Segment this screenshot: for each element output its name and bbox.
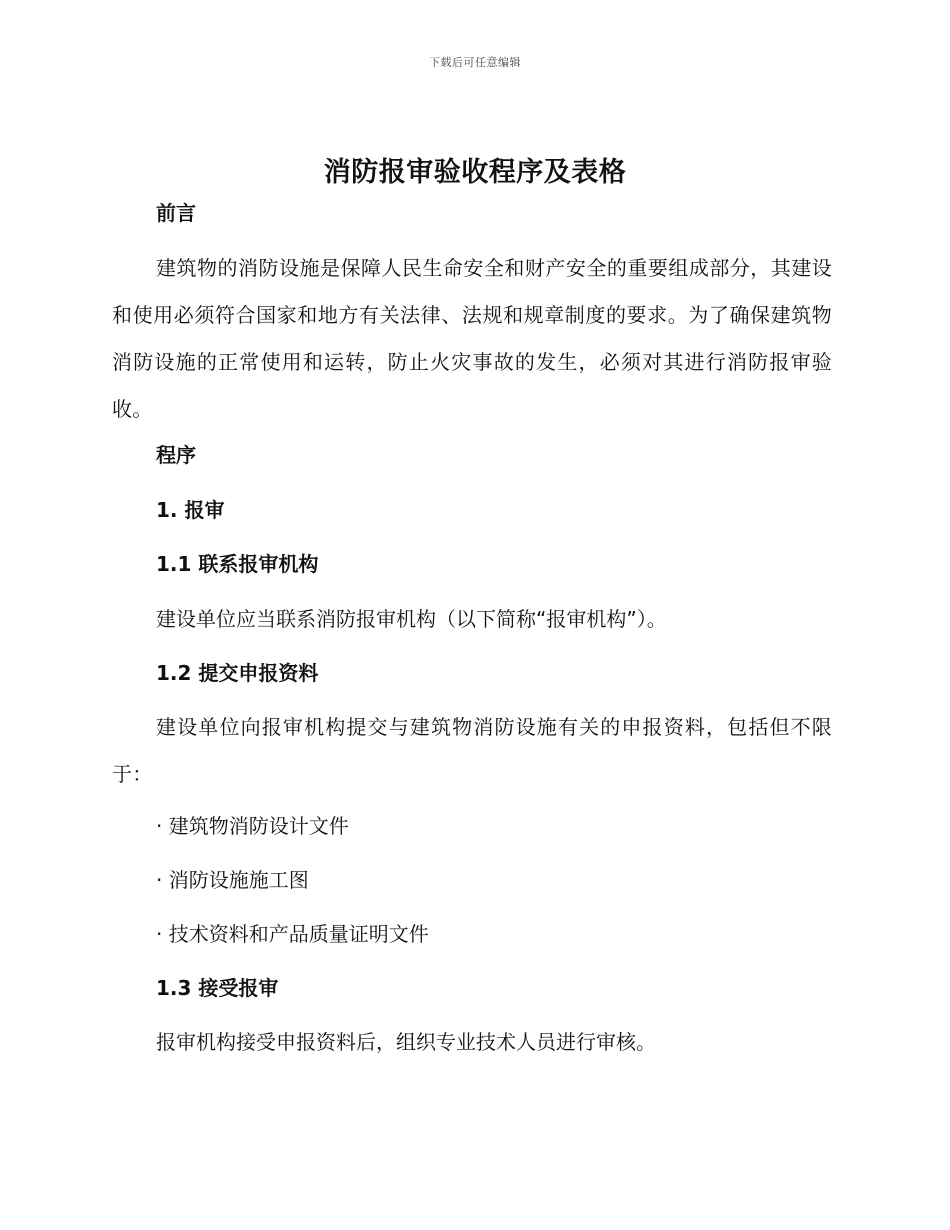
list-item: · 技术资料和产品质量证明文件 (156, 922, 429, 946)
procedure-heading: 程序 (156, 443, 196, 467)
header-note: 下载后可任意编辑 (429, 56, 521, 69)
list-item: · 消防设施施工图 (156, 868, 309, 892)
step-1-heading: 1. 报审 (156, 498, 225, 522)
step-1-2-paragraph: 建设单位向报审机构提交与建筑物消防设施有关的申报资料，包括但不限于： (112, 715, 832, 786)
step-1-3-paragraph: 报审机构接受申报资料后，组织专业技术人员进行审核。 (156, 1030, 656, 1054)
step-1-1-paragraph: 建设单位应当联系消防报审机构（以下简称“报审机构”）。 (156, 607, 667, 631)
step-1-1-heading: 1.1 联系报审机构 (156, 552, 319, 576)
step-1-3-heading: 1.3 接受报审 (156, 976, 279, 1000)
preface-heading: 前言 (156, 201, 196, 225)
document-title: 消防报审验收程序及表格 (323, 157, 627, 188)
list-item: · 建筑物消防设计文件 (156, 814, 349, 838)
step-1-2-heading: 1.2 提交申报资料 (156, 661, 319, 685)
preface-paragraph: 建筑物的消防设施是保障人民生命安全和财产安全的重要组成部分，其建设和使用必须符合国家和地方有关法律、法规和规章制度的要求。为了确保建筑物消防设施的正常使用和运转，防止火灾事故的发生，必须对其进行消防报审验收。 (112, 256, 832, 421)
